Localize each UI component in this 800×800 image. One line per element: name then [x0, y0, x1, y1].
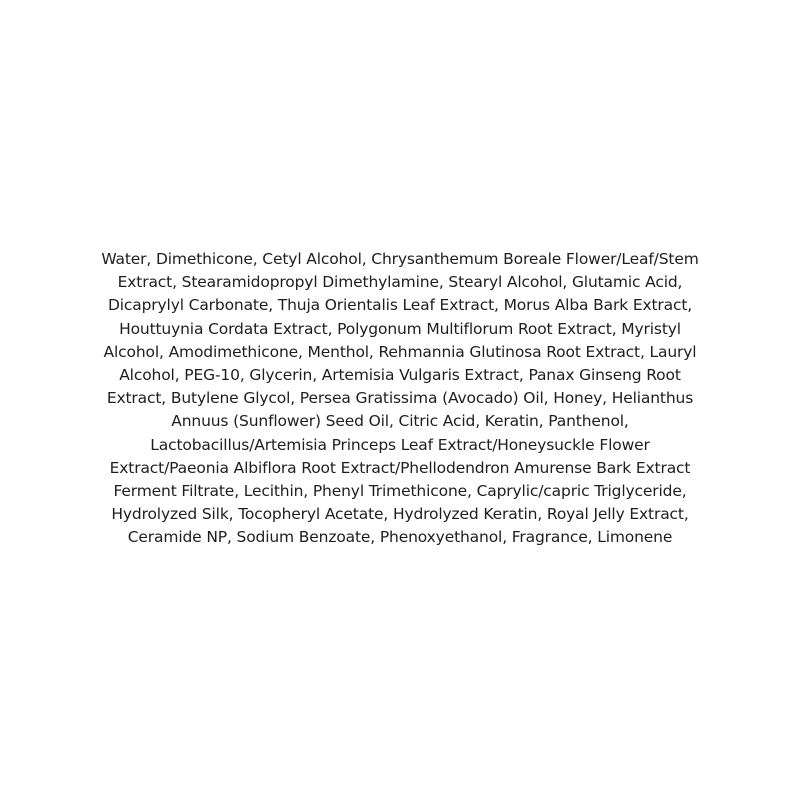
- ingredient-line: Ceramide NP, Sodium Benzoate, Phenoxyethanol, Fragrance, Limonene: [127, 528, 673, 547]
- ingredient-line: Annuus (Sunflower) Seed Oil, Citric Acid, Keratin, Panthenol,: [171, 412, 629, 431]
- ingredient-line: Dicaprylyl Carbonate, Thuja Orientalis Leaf Extract, Morus Alba Bark Extract,: [107, 296, 693, 315]
- ingredient-line: Extract/Paeonia Albiflora Root Extract/Phellodendron Amurense Bark Extract: [109, 458, 691, 477]
- ingredient-line: Ferment Filtrate, Lecithin, Phenyl Trimethicone, Caprylic/capric Triglyceride,: [113, 482, 687, 501]
- ingredient-line: Extract, Stearamidopropyl Dimethylamine, Stearyl Alcohol, Glutamic Acid,: [117, 273, 683, 292]
- ingredient-line: Extract, Butylene Glycol, Persea Gratissima (Avocado) Oil, Honey, Helianthus: [106, 389, 694, 408]
- ingredient-line: Hydrolyzed Silk, Tocopheryl Acetate, Hydrolyzed Keratin, Royal Jelly Extract,: [111, 505, 689, 524]
- ingredient-line: Alcohol, Amodimethicone, Menthol, Rehmannia Glutinosa Root Extract, Lauryl: [103, 342, 697, 361]
- ingredient-line: Houttuynia Cordata Extract, Polygonum Multiflorum Root Extract, Myristyl: [119, 319, 681, 338]
- ingredient-list: [60, 248, 740, 550]
- ingredient-line: Lactobacillus/Artemisia Princeps Leaf Extract/Honeysuckle Flower: [150, 435, 650, 454]
- ingredient-line: Alcohol, PEG-10, Glycerin, Artemisia Vulgaris Extract, Panax Ginseng Root: [119, 366, 681, 385]
- ingredient-line: Water, Dimethicone, Cetyl Alcohol, Chrysanthemum Boreale Flower/Leaf/Stem: [101, 250, 699, 268]
